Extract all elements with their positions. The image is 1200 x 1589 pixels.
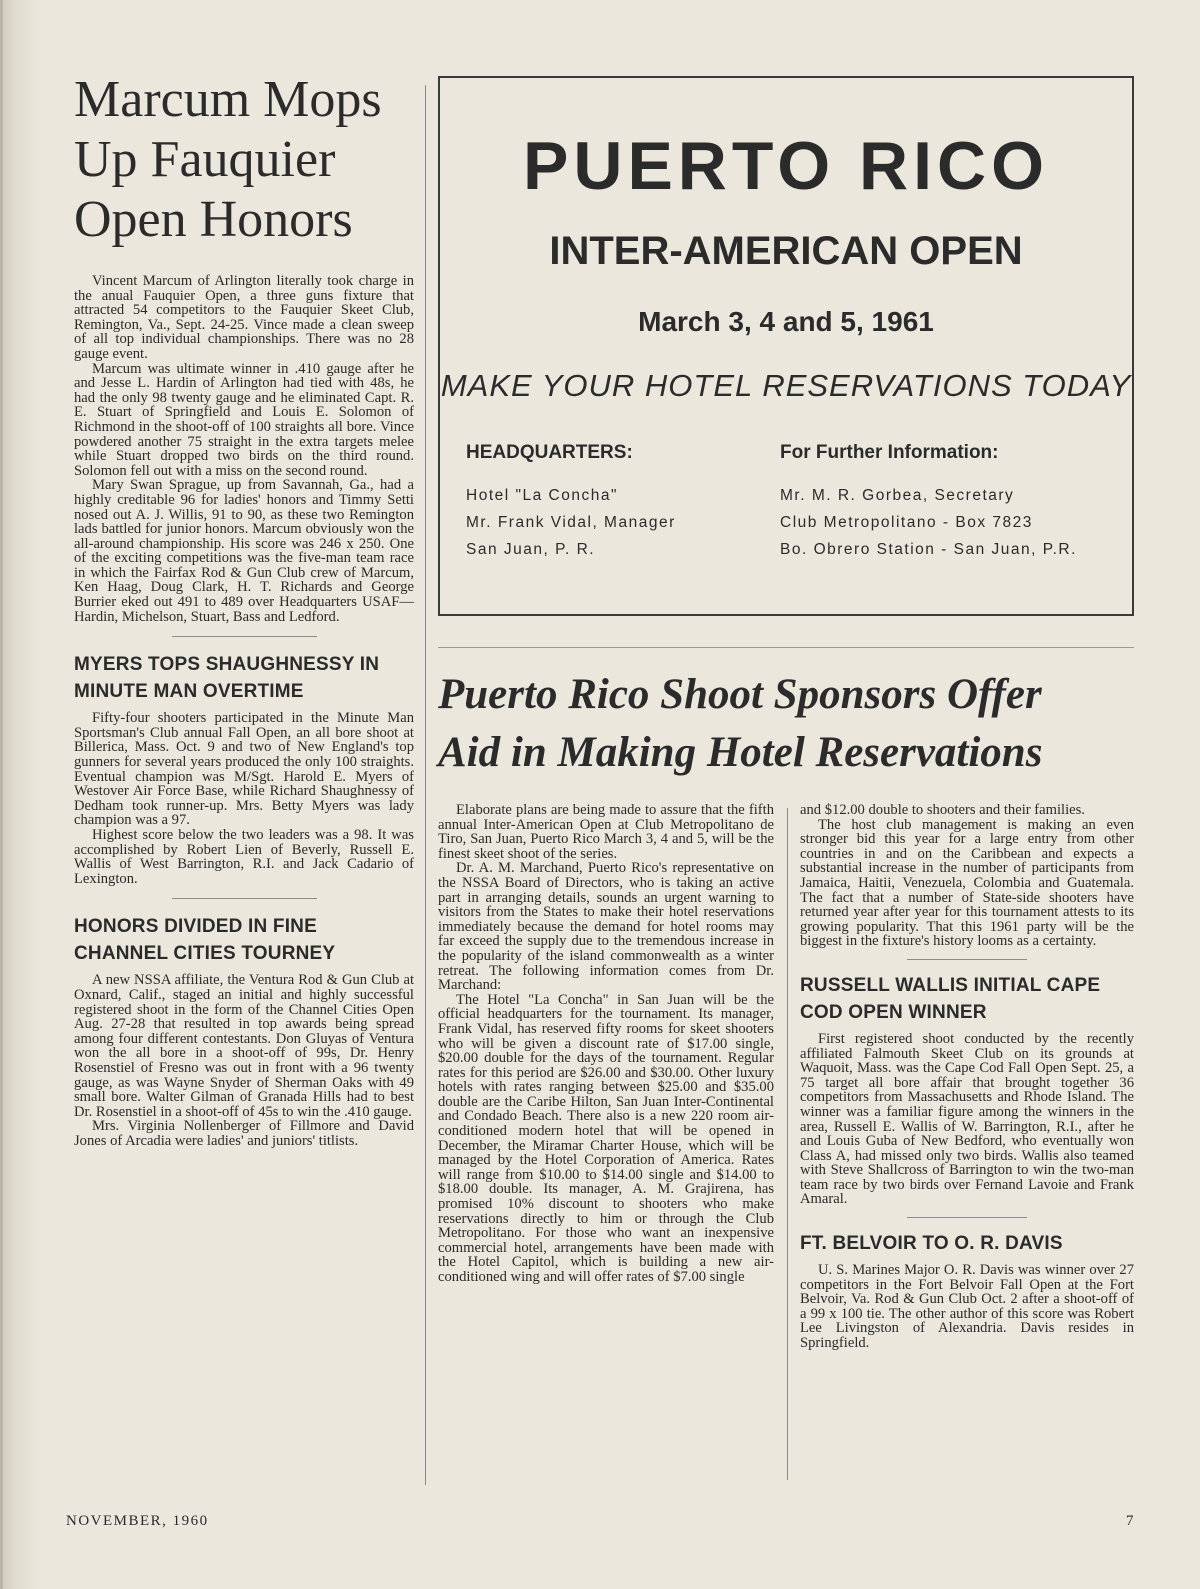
column-divider xyxy=(425,85,426,1485)
ad-date: March 3, 4 and 5, 1961 xyxy=(638,306,934,337)
paragraph: Vincent Marcum of Arlington literally took charge in the anual Fauquier Open, a three guns fixture that attracted 54 competitors to the Fauquier Skeet Club, Remington, Va., Sept. 24-25. Vince made a clean sweep of all top individual championships. There was no 28 gauge event. xyxy=(74,273,414,362)
ad-line: Mr. Frank Vidal, Manager xyxy=(466,514,676,531)
column-divider xyxy=(787,808,788,1480)
ad-headquarters-details xyxy=(466,482,676,563)
ad-information-details xyxy=(780,482,1077,563)
heading-belvoir: FT. BELVOIR TO O. R. DAVIS xyxy=(800,1233,1063,1255)
paragraph: A new NSSA affiliate, the Ventura Rod & Gun Club at Oxnard, Calif., staged an initial and highly successful registered shoot in the form of the Channel Cities Open Aug. 27-28 that resulted in top awards being spread among four different contestants. Don Gluyas of Ventura won the all bore in a shoot-off of 99s, Dr. Henry Rosenstiel of Fresno was out in front with a 96 twenty gauge, as was Wayne Snyder of Sherman Oaks with 49 small bore. Walter Gilman of Granada Hills had to best Dr. Rosenstiel in a shoot-off of 45s to win the .410 gauge. xyxy=(74,972,414,1120)
paragraph: U. S. Marines Major O. R. Davis was winner over 27 competitors in the Fort Belvoir Fall Open at the Fort Belvoir, Va. Rod & Gun Club Oct. 2 after a shoot-off of a 99 x 100 tie. The other author of this score was Robert Lee Livingston of Alexandria. Davis resides in Springfield. xyxy=(800,1262,1134,1352)
paragraph: Mary Swan Sprague, up from Savannah, Ga., had a highly creditable 96 for ladies' honors and Timmy Setti nosed out A. J. Willis, 91 to 90, as these two Remington lads battled for junior honors. Marcum obviously won the all-around championship. His score was 246 x 250. One of the exciting competitions was the five-man team race in which the Fairfax Rod & Gun Club crew of Marcum, Ken Haag, Doug Clark, H. T. Richards and George Burrier eked out 491 to 489 over Headquarters USAF—Hardin, Michelson, Stuart, Bass and Ledford. xyxy=(74,477,414,625)
ad-title: PUERTO RICO xyxy=(522,128,1050,204)
divider xyxy=(907,1217,1027,1218)
paragraph: First registered shoot conducted by the recently affiliated Falmouth Skeet Club on its grounds at Waquoit, Mass. was the Cape Cod Fall Open Sept. 25, a 75 target all bore affair that brought together 36 competitors from Massachusetts and Rhode Island. The winner was a familiar figure among the winners in the area, Russell E. Wallis of W. Barrington, R.I., after he and Louis Guba of New Bedford, who eventually won Class A, had missed only two birds. Wallis also teamed with Steve Shallcross of Barrington to win the two-man team race by two birds over Fernand Lavoie and Frank Amaral. xyxy=(800,1030,1134,1208)
feature-title-line: Aid in Making Hotel Reservations xyxy=(438,729,1043,776)
ad-line: Mr. M. R. Gorbea, Secretary xyxy=(780,487,1015,504)
paragraph: Highest score below the two leaders was a 98. It was accomplished by Robert Lien of Beverly, Russell E. Wallis of West Barrington, R.I. and Jack Cadario of Lexington. xyxy=(74,827,414,887)
paragraph: Marcum was ultimate winner in .410 gauge after he and Jesse L. Hardin of Arlington had tied with 48s, he had the only 98 twenty gauge and he eliminated Capt. R. E. Stuart of Springfield and Louis E. Solomon of Richmond in the shoot-off of 100 straights all bore. Vince powdered another 75 straight in the extra targets melee while Stuart dropped two birds on the third round. Solomon fell out with a miss on the second round. xyxy=(74,360,414,479)
heading-wallis: RUSSELL WALLIS INITIAL CAPE COD OPEN WINNER xyxy=(800,974,1101,1023)
heading-channel-cities: HONORS DIVIDED IN FINE CHANNEL CITIES TOURNEY xyxy=(74,916,336,965)
feature-title-line: Puerto Rico Shoot Sponsors Offer xyxy=(438,671,1042,718)
article-body-puerto-rico xyxy=(438,803,774,1285)
right-column xyxy=(800,803,1134,1351)
paragraph: The host club management is making an even stronger bid this year for a large entry from other countries in and on the Caribbean and expects a substantial increase in the number of participants from Jamaica, Haitii, Venezuela, Colombia and Guatemala. The fact that a number of State-side shooters have returned year after year for this tournament attests to its growing popularity. That this 1961 party will be the biggest in the fixture's history looms as a certainty. xyxy=(800,816,1134,950)
section-divider xyxy=(438,647,1134,648)
article-body-puerto-rico-continued xyxy=(800,803,1134,949)
paragraph: Elaborate plans are being made to assure that the fifth annual Inter-American Open at Club Metropolitano de Tiro, San Juan, Puerto Rico March 3, 4 and 5, will be the finest skeet shoot of the series. xyxy=(438,802,774,862)
ad-line: Bo. Obrero Station - San Juan, P.R. xyxy=(780,541,1077,558)
binding-gutter xyxy=(0,0,3,1589)
feature-article-title xyxy=(438,666,1128,782)
middle-column xyxy=(438,803,774,1285)
article-body-channel-cities xyxy=(74,973,414,1148)
divider xyxy=(907,959,1027,960)
divider xyxy=(172,636,317,637)
ad-line: Hotel "La Concha" xyxy=(466,487,618,504)
left-column xyxy=(74,70,414,1149)
article-title-marcum: Marcum Mops Up Fauquier Open Honors xyxy=(74,71,382,248)
paragraph: and $12.00 double to shooters and their families. xyxy=(800,802,1085,818)
paragraph: The Hotel "La Concha" in San Juan will be the official headquarters for the tournament. Its manager, Frank Vidal, has reserved fifty rooms for skeet shooters who will be given a discount rate of $17.00 single, $20.00 double for the days of the tournament. Regular rates for this period are $26.00 and $30.00. Other luxury hotels with rates ranging between $25.00 and $35.00 double are the Caribe Hilton, San Juan Inter-Continental and Condado Beach. There also is a new 220 room air-conditioned modern hotel that will be opened in December, the Miramar Charter House, which will be managed by the Hotel Corporation of America. Rates will range from $10.00 to $14.00 single and $14.00 to $18.00 double. Its manager, A. M. Grajirena, has promised 10% discount to shooters who make reservations directly to him or through the Club Metropolitano. For those who want an inexpensive commercial hotel, arrangements have been made with the Hotel Capitol, which is building a new air-conditioned wing and will offer rates of $7.00 single xyxy=(438,991,774,1285)
article-body-myers xyxy=(74,711,414,886)
ad-subtitle: INTER-AMERICAN OPEN xyxy=(549,229,1023,273)
ad-headquarters-heading: HEADQUARTERS: xyxy=(466,442,633,463)
paragraph: Dr. A. M. Marchand, Puerto Rico's representative on the NSSA Board of Directors, who is taking an active part in arranging details, sounds an urgent warning to visitors from the States to make their hotel reservations immediately because the demand for hotel rooms may far exceed the supply due to the tremendous increase in the popularity of the island commonwealth as a winter retreat. The following information comes from Dr. Marchand: xyxy=(438,860,774,994)
ad-line: Club Metropolitano - Box 7823 xyxy=(780,514,1033,531)
footer-issue-date: NOVEMBER, 1960 xyxy=(66,1513,209,1529)
ad-line: San Juan, P. R. xyxy=(466,541,596,558)
article-body-belvoir xyxy=(800,1263,1134,1351)
article-body-marcum xyxy=(74,274,414,624)
footer-page-number: 7 xyxy=(1126,1513,1134,1529)
paragraph: Mrs. Virginia Nollenberger of Fillmore and David Jones of Arcadia were ladies' and juniors' titlists. xyxy=(74,1118,414,1149)
ad-information-heading: For Further Information: xyxy=(780,442,999,463)
article-body-wallis xyxy=(800,1032,1134,1207)
puerto-rico-ad xyxy=(438,76,1134,616)
paragraph: Fifty-four shooters participated in the Minute Man Sportsman's Club annual Fall Open, an all bore shoot at Billerica, Mass. Oct. 9 and two of New England's top gunners for several years produced the only 100 straights. Eventual champion was M/Sgt. Harold E. Myers of Westover Air Force Base, while Richard Shaughnessy of Dedham took runner-up. Mrs. Betty Myers was lady champion was a 97. xyxy=(74,710,414,829)
divider xyxy=(172,898,317,899)
ad-call-to-action: MAKE YOUR HOTEL RESERVATIONS TODAY xyxy=(440,368,1132,403)
heading-myers: MYERS TOPS SHAUGHNESSY IN MINUTE MAN OVERTIME xyxy=(74,654,380,703)
